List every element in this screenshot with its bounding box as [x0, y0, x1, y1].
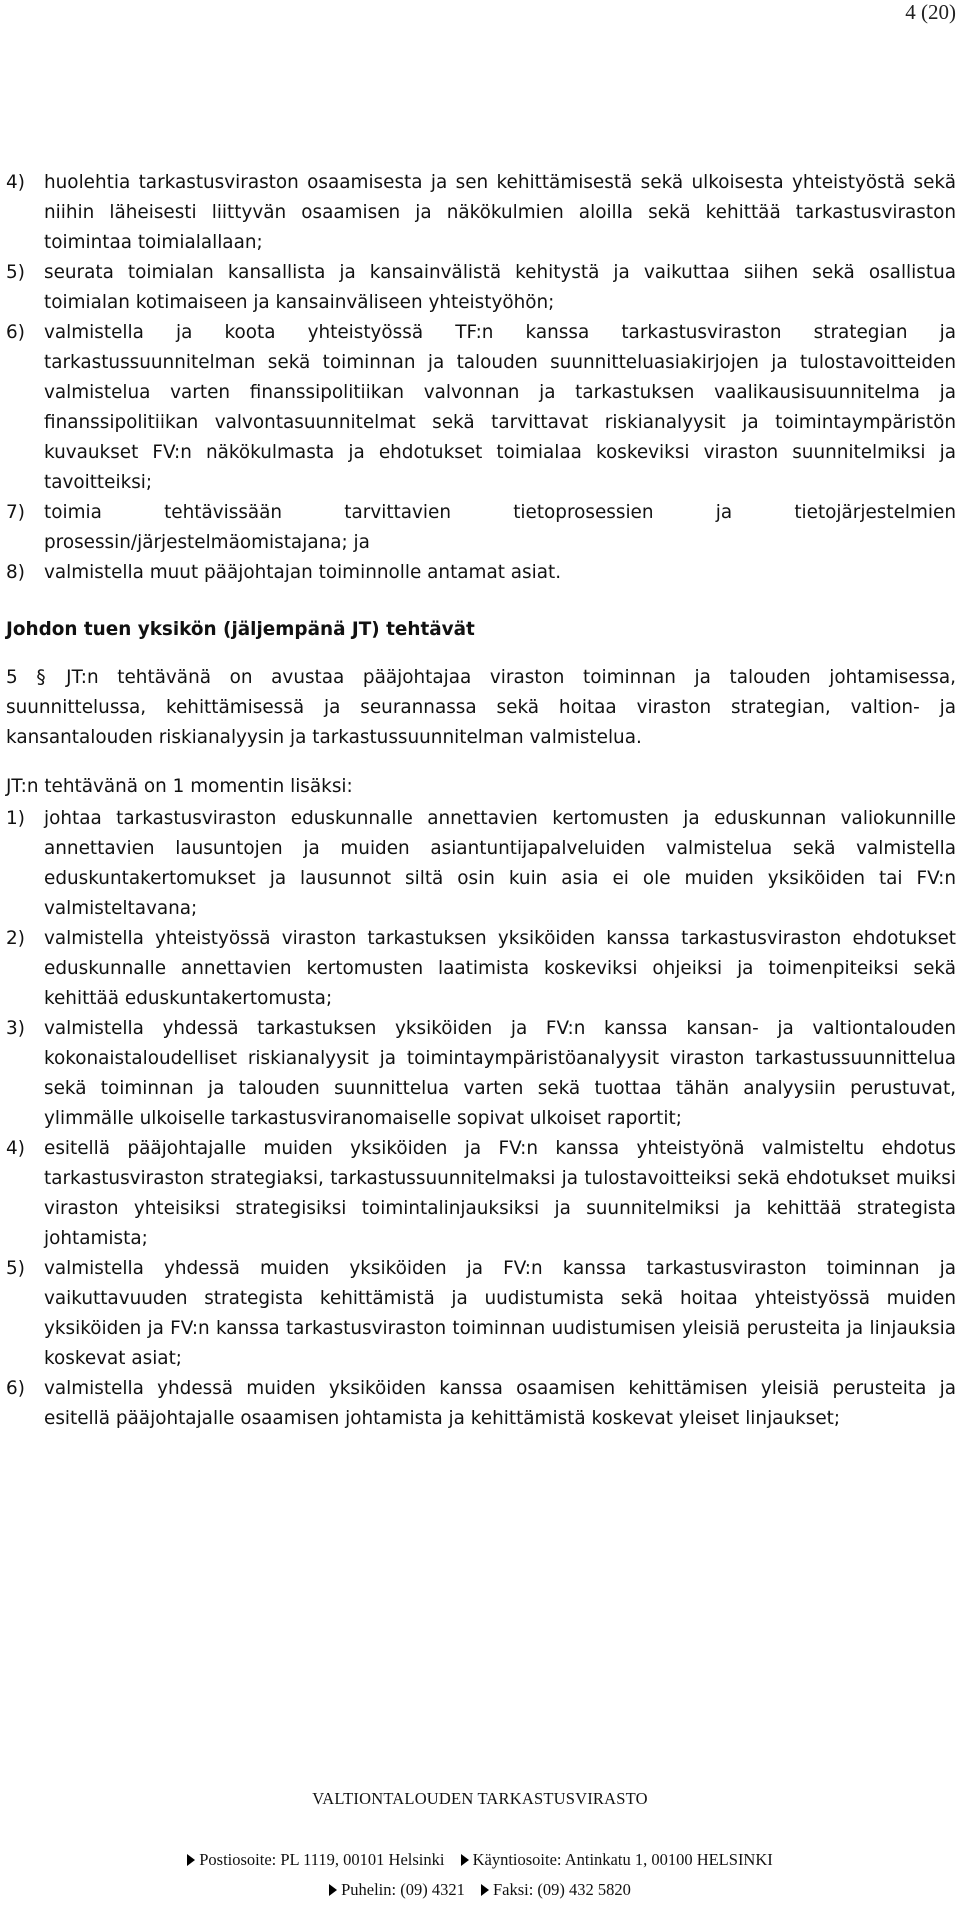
list-item-text: valmistella yhdessä muiden yksiköiden ja FV:n kanssa tarkastusviraston toiminnan ja vaikuttavuuden strategista kehittämistä ja uudistumista sekä hoitaa yhteistyössä muiden yksiköiden ja FV:n kanssa tarkastusviraston toiminnan uudistumisen yleisiä perusteita ja linjauksia koskevat asiat;	[44, 1258, 956, 1369]
footer-phone	[329, 1880, 465, 1899]
duties-list-jt	[6, 804, 956, 1434]
list-item-text: seurata toimialan kansallista ja kansainvälistä kehitystä ja vaikuttaa siihen sekä osallistua toimialan kotimaiseen ja kansainväliseen yhteistyöhön;	[44, 262, 956, 313]
list-item	[6, 1134, 956, 1254]
list-item-number: 4)	[6, 172, 25, 193]
footer-postal-text: Postiosoite: PL 1119, 00101 Helsinki	[199, 1850, 445, 1869]
section-paragraph	[6, 663, 956, 753]
list-item	[6, 924, 956, 1014]
list-item	[6, 1014, 956, 1134]
triangle-bullet-icon	[187, 1854, 195, 1866]
list-item-number: 8)	[6, 562, 25, 583]
footer-visiting-text: Käyntiosoite: Antinkatu 1, 00100 HELSINKI	[472, 1850, 773, 1869]
footer-addresses	[0, 1850, 960, 1870]
list-item	[6, 498, 956, 558]
list-item-text: esitellä pääjohtajalle muiden yksiköiden ja FV:n kanssa yhteistyönä valmisteltu ehdotus tarkastusviraston strategiaksi, tarkastussuunnitelmaksi ja tulostavoitteiksi sekä ehdotukset muiksi viraston yhteisiksi strategisiksi toimintalinjauksiksi ja suunnitelmiksi ja kehittää strategista johtamista;	[44, 1138, 956, 1249]
duties-list-fv	[6, 168, 956, 588]
list-item-text: valmistella yhdessä tarkastuksen yksiköiden ja FV:n kanssa kansan- ja valtiontalouden kokonaistaloudelliset riskianalyysit ja toimintaympäristöanalyysit viraston tarkastussuunnittelua sekä toiminnan ja talouden suunnittelua varten sekä tuottaa tähän analyysiin perustuvat, ylimmälle ulkoiselle tarkastusviranomaiselle sopivat ulkoiset raportit;	[44, 1018, 956, 1129]
section-text: JT:n tehtävänä on avustaa pääjohtajaa viraston toiminnan ja talouden johtamisessa, suunnittelussa, kehittämisessä ja seurannassa sekä hoitaa viraston strategian, valtion- ja kansantalouden riskianalyysin ja tarkastussuunnitelman valmistelua.	[6, 667, 956, 748]
footer-postal	[187, 1850, 444, 1869]
list-item-number: 2)	[6, 928, 25, 949]
section-number: 5	[6, 667, 18, 688]
list-intro: JT:n tehtävänä on 1 momentin lisäksi:	[6, 776, 353, 797]
page-number: 4 (20)	[905, 0, 956, 24]
list-item-number: 5)	[6, 262, 25, 283]
list-item	[6, 558, 956, 588]
footer-contacts	[0, 1880, 960, 1900]
footer-fax-text: Faksi: (09) 432 5820	[492, 1880, 631, 1899]
list-item-text: huolehtia tarkastusviraston osaamisesta ja sen kehittämisestä sekä ulkoisesta yhteistyöstä sekä niihin läheisesti liittyvän osaamisen ja näkökulmien aloilla sekä kehittää tarkastusviraston toimintaa toimialallaan;	[44, 172, 956, 253]
list-item-text: valmistella yhteistyössä viraston tarkastuksen yksiköiden kanssa tarkastusviraston ehdotukset eduskunnalle annettavien kertomusten laatimista koskeviksi ohjeiksi ja toimenpiteiksi sekä kehittää eduskuntakertomusta;	[44, 928, 956, 1009]
list-item-number: 6)	[6, 1378, 25, 1399]
list-item-text: johtaa tarkastusviraston eduskunnalle annettavien kertomusten ja eduskunnan valiokunnille annettavien lausuntojen ja muiden asiantuntijapalveluiden valmistelua sekä valmistella eduskuntakertomukset ja lausunnot siltä osin kuin asia ei ole muiden yksiköiden tai FV:n valmisteltavana;	[44, 808, 956, 919]
list-item-text: valmistella yhdessä muiden yksiköiden kanssa osaamisen kehittämisen yleisiä perusteita ja esitellä pääjohtajalle osaamisen johtamista ja kehittämistä koskevat yleiset linjaukset;	[44, 1378, 956, 1429]
triangle-bullet-icon	[461, 1854, 469, 1866]
footer-phone-text: Puhelin: (09) 4321	[341, 1880, 465, 1899]
list-item-number: 7)	[6, 502, 25, 523]
footer-organization: VALTIONTALOUDEN TARKASTUSVIRASTO	[312, 1789, 648, 1808]
list-item	[6, 168, 956, 258]
list-item	[6, 258, 956, 318]
list-item-text: toimia tehtävissään tarvittavien tietoprosessien ja tietojärjestelmien prosessin/järjestelmäomistajana; ja	[44, 502, 956, 553]
list-item-number: 4)	[6, 1138, 25, 1159]
list-item	[6, 1254, 956, 1374]
list-item-text: valmistella ja koota yhteistyössä TF:n kanssa tarkastusviraston strategian ja tarkastussuunnitelman sekä toiminnan ja talouden suunnitteluasiakirjojen ja tulostavoitteiden valmistelua varten finanssipolitiikan valvonnan ja tarkastuksen vaalikausisuunnitelma ja finanssipolitiikan valvontasuunnitelmat sekä tarvittavat riskianalyysit ja toimintaympäristön kuvaukset FV:n näkökulmasta ja ehdotukset toimialaa koskeviksi viraston suunnitelmiksi ja tavoitteiksi;	[44, 322, 956, 493]
triangle-bullet-icon	[481, 1884, 489, 1896]
footer-visiting	[461, 1850, 773, 1869]
section-heading: Johdon tuen yksikön (jäljempänä JT) tehtävät	[6, 619, 475, 640]
triangle-bullet-icon	[329, 1884, 337, 1896]
list-item-text: valmistella muut pääjohtajan toiminnolle antamat asiat.	[44, 562, 562, 583]
list-item	[6, 804, 956, 924]
list-item-number: 6)	[6, 322, 25, 343]
list-item	[6, 1374, 956, 1434]
list-item	[6, 318, 956, 498]
document-body	[6, 168, 956, 1434]
footer-fax	[481, 1880, 631, 1899]
list-item-number: 1)	[6, 808, 25, 829]
list-item-number: 3)	[6, 1018, 25, 1039]
list-item-number: 5)	[6, 1258, 25, 1279]
section-sign: §	[36, 667, 46, 688]
